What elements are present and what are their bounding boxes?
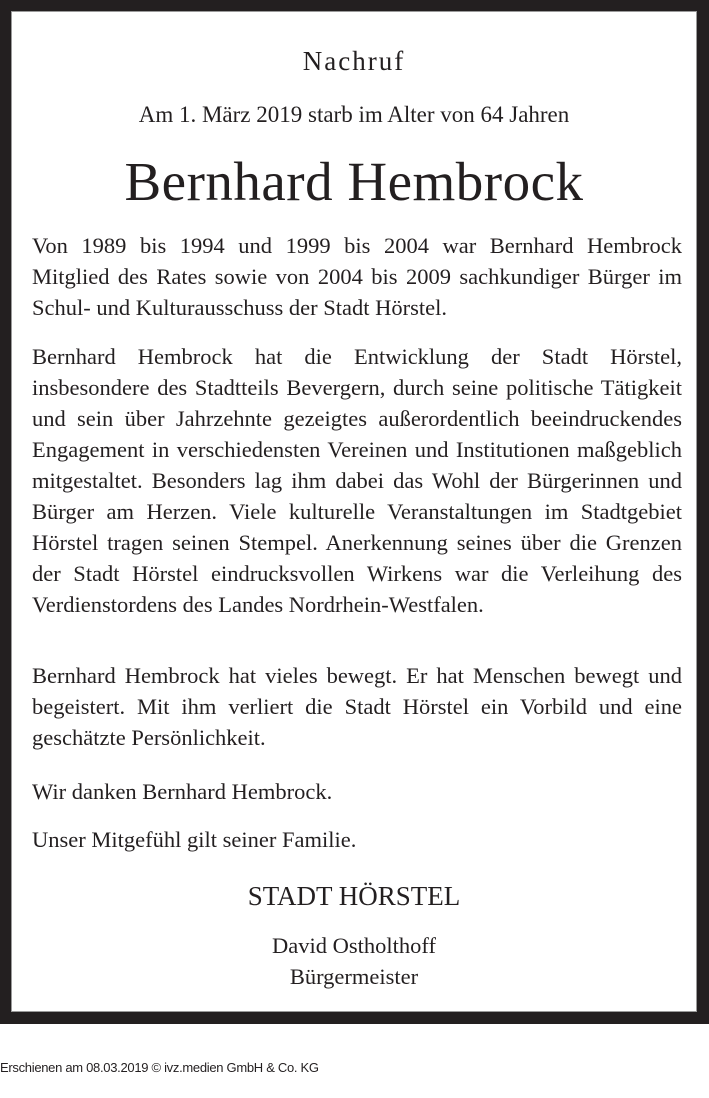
signer-name: David Ostholthoff — [272, 933, 436, 958]
signer-title: Bürgermeister — [289, 964, 419, 989]
organization-name: STADT HÖRSTEL — [247, 881, 461, 911]
paragraph-council — [32, 230, 682, 323]
publication-footer: Erschienen am 08.03.2019 © ivz.medien GmbH & Co. KG — [0, 1060, 319, 1075]
paragraph-text: Bernhard Hembrock hat die Entwicklung der Stadt Hörstel, insbesondere des Stadtteils Bevergern, durch seine politische Tätigkeit und sein über Jahrzehnte gezeigtes außerordentlich beeindruckendes Engagement in verschiedensten Vereinen und Institutionen maßgeblich mitgestaltet. Besonders lag ihm dabei das Wohl der Bürgerinnen und Bürger am Herzen. Viele kulturelle Veranstaltungen im Stadtgebiet Hörstel tragen seinen Stempel. Anerkennung seines über die Grenzen der Stadt Hörstel eindrucksvollen Wirkens war die Verleihung des Verdienstordens des Landes Nordrhein-Westfalen. — [32, 344, 682, 617]
paragraph-text: Unser Mitgefühl gilt seiner Familie. — [32, 827, 357, 852]
obituary-heading: Nachruf — [302, 46, 406, 76]
signature-block — [12, 930, 696, 992]
paragraph-achievements — [32, 341, 682, 620]
paragraph-text: Wir danken Bernhard Hembrock. — [32, 779, 333, 804]
paragraph-text: Bernhard Hembrock hat vieles bewegt. Er hat Menschen bewegt und begeistert. Mit ihm verliert die Stadt Hörstel ein Vorbild und eine geschätzte Persönlichkeit. — [32, 663, 682, 750]
paragraph-condolence — [32, 824, 682, 855]
deceased-name: Bernhard Hembrock — [124, 151, 584, 212]
death-date-line: Am 1. März 2019 starb im Alter von 64 Jahren — [138, 102, 570, 127]
paragraph-text: Von 1989 bis 1994 und 1999 bis 2004 war Bernhard Hembrock Mitglied des Rates sowie von 2004 bis 2009 sachkundiger Bürger im Schul- und Kulturausschuss der Stadt Hörstel. — [32, 233, 682, 320]
paragraph-tribute — [32, 660, 682, 753]
obituary-card — [11, 11, 697, 1012]
paragraph-thanks — [32, 776, 682, 807]
